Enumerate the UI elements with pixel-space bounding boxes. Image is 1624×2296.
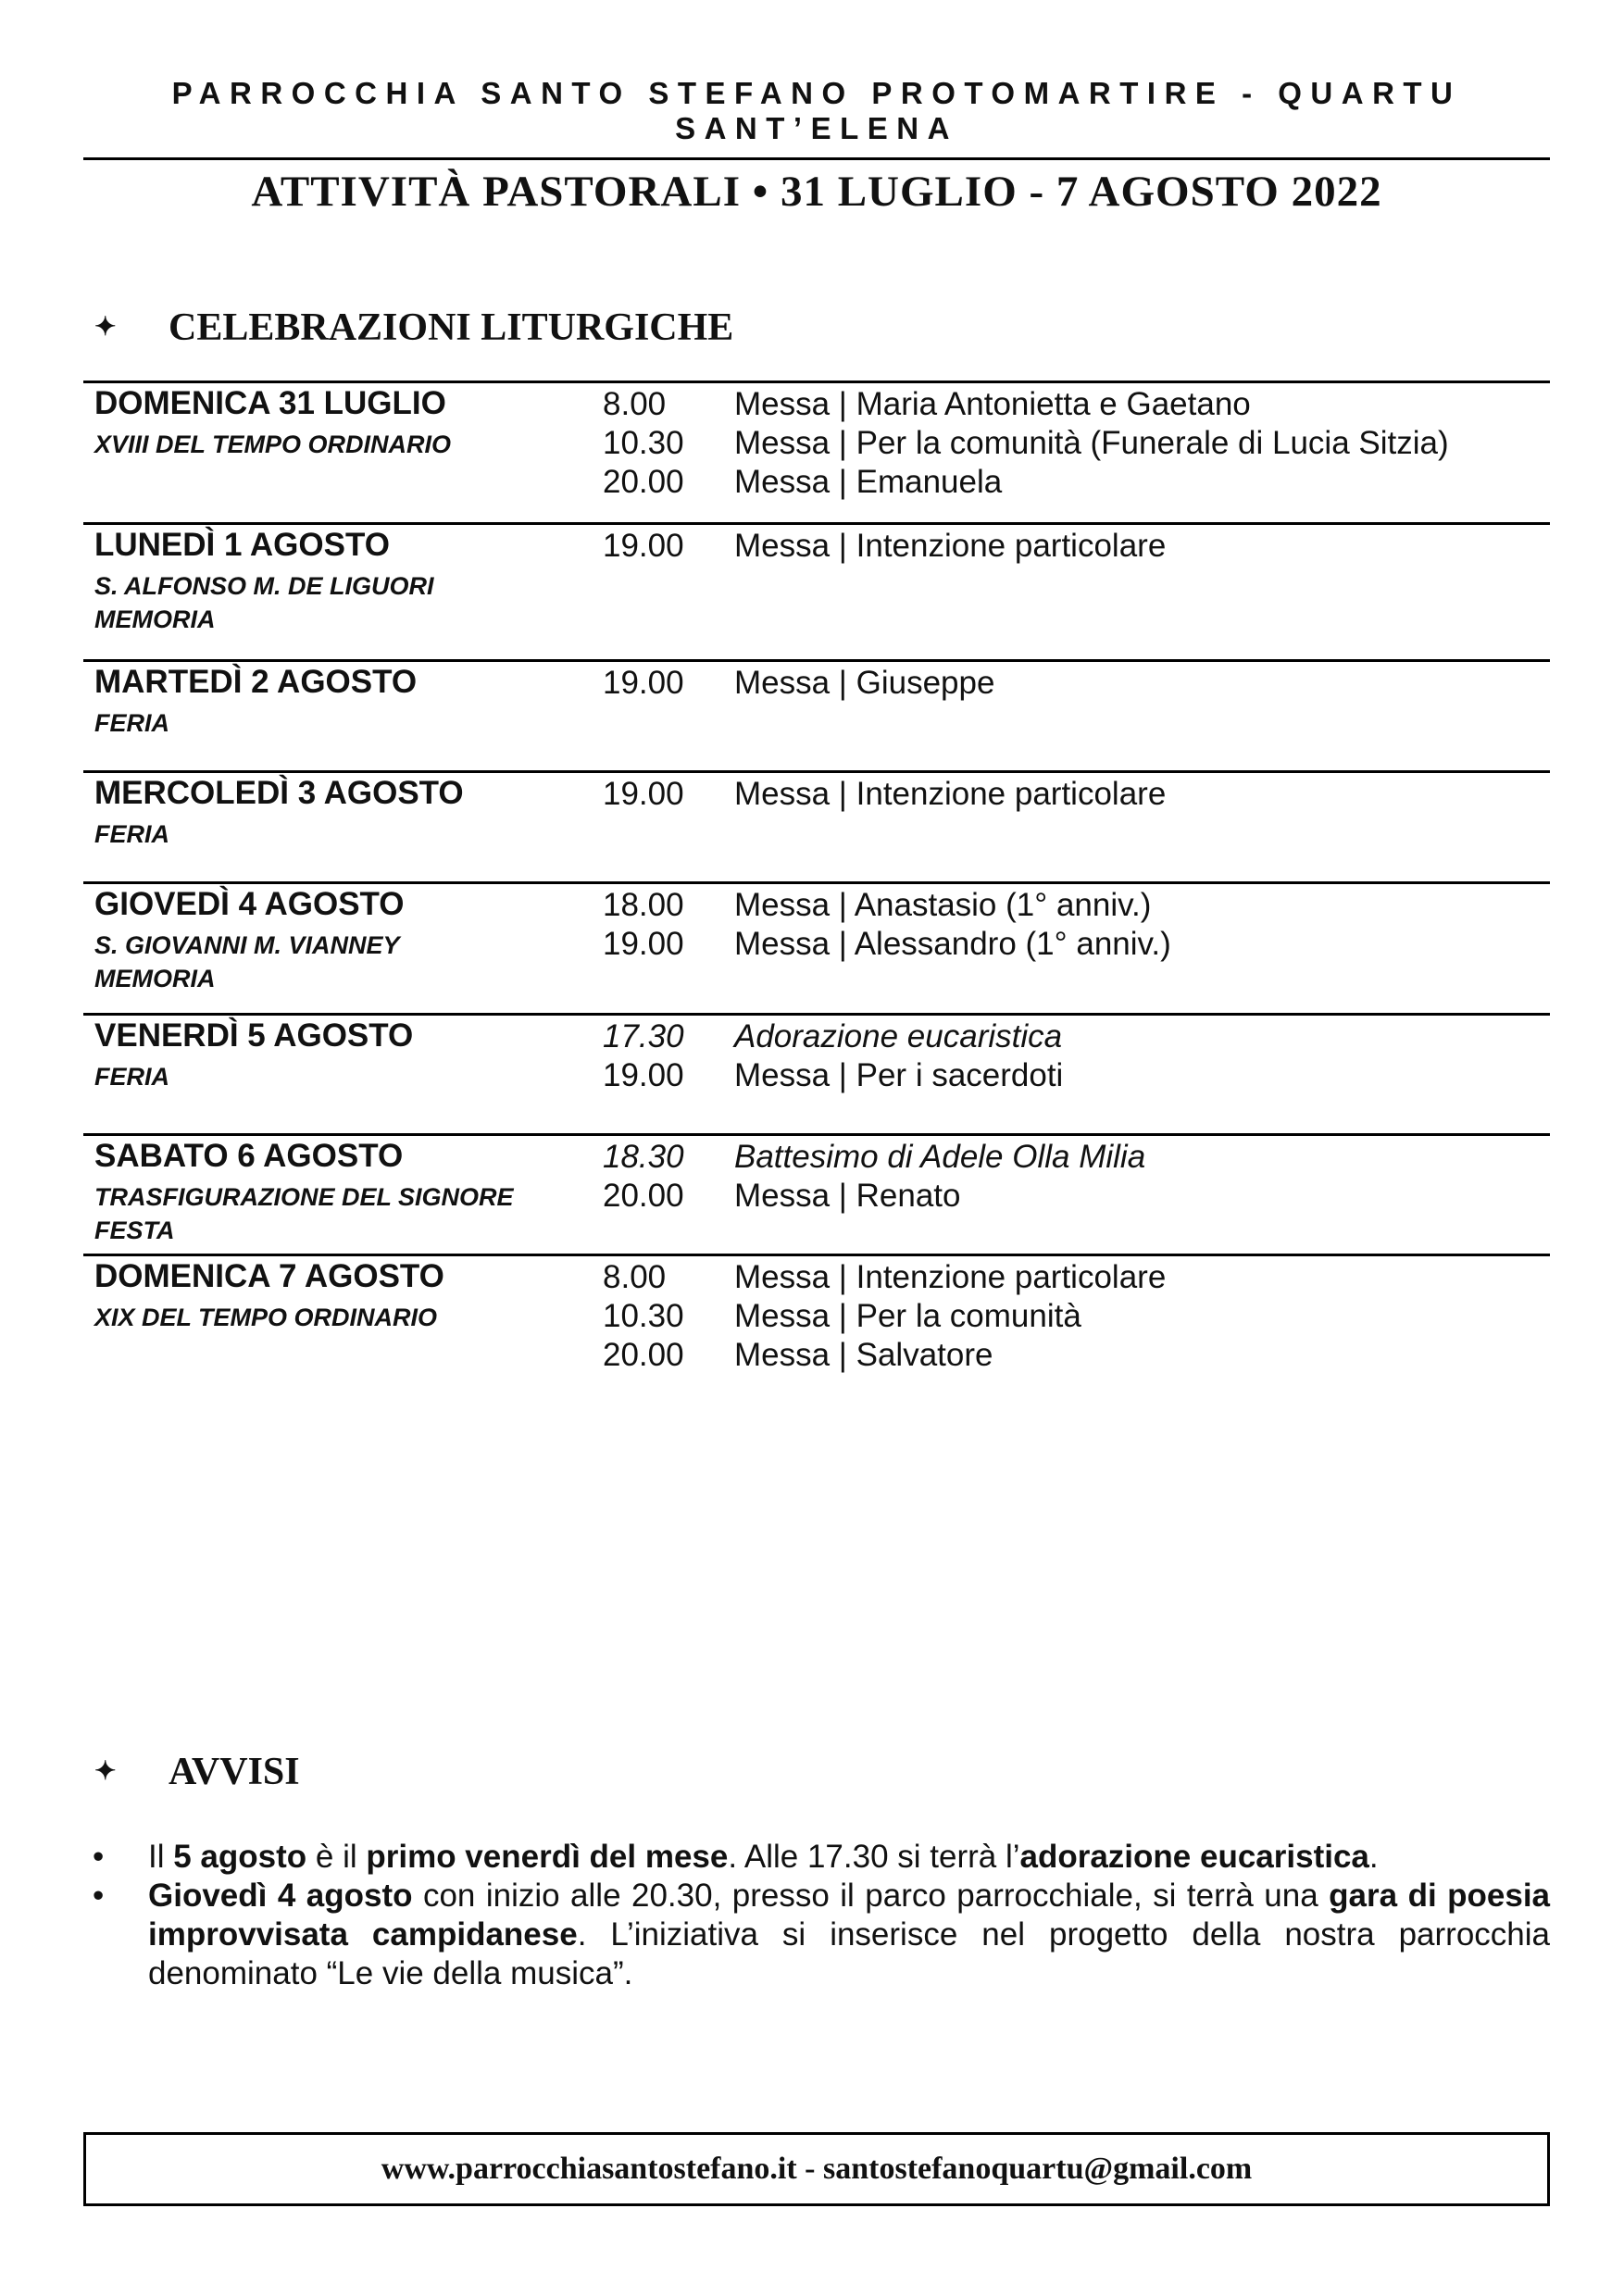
- day-events: [603, 527, 1166, 566]
- avvisi-list: [93, 1838, 1550, 1993]
- avviso-item: [93, 1838, 1550, 1877]
- event-description: Messa | Anastasio (1° anniv.): [734, 887, 1152, 923]
- event-row: [603, 463, 1449, 502]
- day-liturgical-note: XIX DEL TEMPO ORDINARIO: [94, 1304, 438, 1331]
- avviso-emphasis: 5 agosto: [173, 1839, 307, 1875]
- event-row: [603, 925, 1171, 964]
- day-name: DOMENICA 31 LUGLIO: [94, 385, 446, 421]
- celebrazioni-heading-label: CELEBRAZIONI LITURGICHE: [169, 306, 734, 349]
- schedule-day-row: [83, 1133, 1550, 1254]
- event-time: 10.30: [603, 1298, 684, 1334]
- avviso-text: Il: [148, 1839, 174, 1875]
- event-time: 19.00: [603, 776, 684, 812]
- contact-footer: www.parrocchiasantostefano.it - santostefanoquartu@gmail.com: [83, 2132, 1550, 2206]
- avviso-text: è il: [306, 1839, 367, 1875]
- event-row: [603, 886, 1171, 925]
- bullet-icon: •: [93, 1839, 105, 1875]
- day-liturgical-note: FERIA: [94, 820, 169, 848]
- day-liturgical-note: S. GIOVANNI M. VIANNEY MEMORIA: [94, 931, 400, 992]
- event-time: 19.00: [603, 665, 684, 701]
- schedule-day-row: [83, 881, 1550, 1013]
- event-row: [603, 1056, 1063, 1095]
- event-description: Messa | Intenzione particolare: [734, 1259, 1167, 1295]
- schedule-day-row: [83, 522, 1550, 659]
- schedule-day-row: [83, 1013, 1550, 1133]
- avviso-text: con inizio alle 20.30, presso il parco parrocchiale, si terrà una: [412, 1878, 1330, 1914]
- schedule-table: [83, 381, 1550, 1392]
- section-heading-avvisi: [94, 1750, 300, 1794]
- day-name: VENERDÌ 5 AGOSTO: [94, 1017, 414, 1054]
- day-name: MARTEDÌ 2 AGOSTO: [94, 664, 418, 700]
- event-time: 20.00: [603, 464, 684, 500]
- avviso-emphasis: adorazione eucaristica: [1019, 1839, 1369, 1875]
- day-name: SABATO 6 AGOSTO: [94, 1138, 404, 1174]
- event-time: 18.30: [603, 1139, 684, 1175]
- day-liturgical-note: TRASFIGURAZIONE DEL SIGNORE FESTA: [94, 1183, 514, 1244]
- day-liturgical-note: FERIA: [94, 709, 169, 737]
- star-bullet-icon: ✦: [94, 313, 117, 343]
- day-events: [603, 1258, 1166, 1375]
- event-row: [603, 1297, 1166, 1336]
- event-description: Messa | Maria Antonietta e Gaetano: [734, 386, 1251, 422]
- day-liturgical-note: S. ALFONSO M. DE LIGUORI MEMORIA: [94, 572, 434, 633]
- event-time: 19.00: [603, 1057, 684, 1093]
- day-liturgical-note: FERIA: [94, 1063, 169, 1091]
- event-row: [603, 1017, 1063, 1056]
- event-row: [603, 424, 1449, 463]
- event-description: Messa | Intenzione particolare: [734, 528, 1167, 564]
- day-events: [603, 1017, 1063, 1095]
- day-events: [603, 664, 994, 703]
- event-row: [603, 385, 1449, 424]
- day-name: MERCOLEDÌ 3 AGOSTO: [94, 775, 464, 811]
- avviso-emphasis: gara di poesia improvvisata campidanese: [148, 1878, 1551, 1953]
- day-name: GIOVEDÌ 4 AGOSTO: [94, 886, 405, 922]
- avviso-item: [93, 1877, 1550, 1993]
- day-name: DOMENICA 7 AGOSTO: [94, 1258, 444, 1294]
- schedule-day-row: [83, 381, 1550, 522]
- schedule-day-row: [83, 770, 1550, 881]
- event-description: Adorazione eucaristica: [734, 1018, 1063, 1054]
- event-description: Messa | Per i sacerdoti: [734, 1057, 1064, 1093]
- event-description: Battesimo di Adele Olla Milia: [734, 1139, 1146, 1175]
- event-description: Messa | Per la comunità: [734, 1298, 1081, 1334]
- event-time: 20.00: [603, 1178, 684, 1214]
- event-row: [603, 775, 1166, 814]
- avviso-emphasis: Giovedì 4 agosto: [148, 1878, 413, 1914]
- section-heading-celebrazioni: [94, 306, 733, 350]
- day-events: [603, 886, 1171, 964]
- day-name: LUNEDÌ 1 AGOSTO: [94, 527, 390, 563]
- event-description: Messa | Emanuela: [734, 464, 1003, 500]
- avviso-text: . L’iniziativa si inserisce nel progetto della nostra parrocchia denominato “Le vie della musica”.: [148, 1916, 1551, 1991]
- event-description: Messa | Intenzione particolare: [734, 776, 1167, 812]
- event-description: Messa | Salvatore: [734, 1337, 993, 1373]
- event-time: 19.00: [603, 926, 684, 962]
- event-description: Messa | Giuseppe: [734, 665, 995, 701]
- day-events: [603, 1138, 1145, 1216]
- avviso-text: . Alle 17.30 si terrà l’: [728, 1839, 1020, 1875]
- event-row: [603, 1177, 1145, 1216]
- event-description: Messa | Per la comunità (Funerale di Lucia Sitzia): [734, 425, 1449, 461]
- event-description: Messa | Renato: [734, 1178, 961, 1214]
- avviso-emphasis: primo venerdì del mese: [366, 1839, 729, 1875]
- schedule-day-row: [83, 1254, 1550, 1392]
- schedule-day-row: [83, 659, 1550, 770]
- event-time: 20.00: [603, 1337, 684, 1373]
- event-time: 8.00: [603, 1259, 667, 1295]
- star-bullet-icon: ✦: [94, 1757, 117, 1787]
- event-time: 19.00: [603, 528, 684, 564]
- avviso-text: .: [1368, 1839, 1379, 1875]
- event-time: 8.00: [603, 386, 667, 422]
- parish-header: PARROCCHIA SANTO STEFANO PROTOMARTIRE - QUARTU SANT’ELENA: [83, 76, 1550, 160]
- event-row: [603, 664, 994, 703]
- avvisi-heading-label: AVVISI: [169, 1751, 300, 1793]
- page-title: ATTIVITÀ PASTORALI • 31 LUGLIO - 7 AGOSTO 2022: [251, 168, 1382, 216]
- event-description: Messa | Alessandro (1° anniv.): [734, 926, 1171, 962]
- event-time: 10.30: [603, 425, 684, 461]
- event-row: [603, 527, 1166, 566]
- bullet-icon: •: [93, 1878, 105, 1914]
- day-events: [603, 775, 1166, 814]
- event-time: 18.00: [603, 887, 684, 923]
- event-row: [603, 1258, 1166, 1297]
- day-events: [603, 385, 1449, 502]
- event-time: 17.30: [603, 1018, 684, 1054]
- day-liturgical-note: XVIII DEL TEMPO ORDINARIO: [94, 430, 452, 458]
- event-row: [603, 1336, 1166, 1375]
- event-row: [603, 1138, 1145, 1177]
